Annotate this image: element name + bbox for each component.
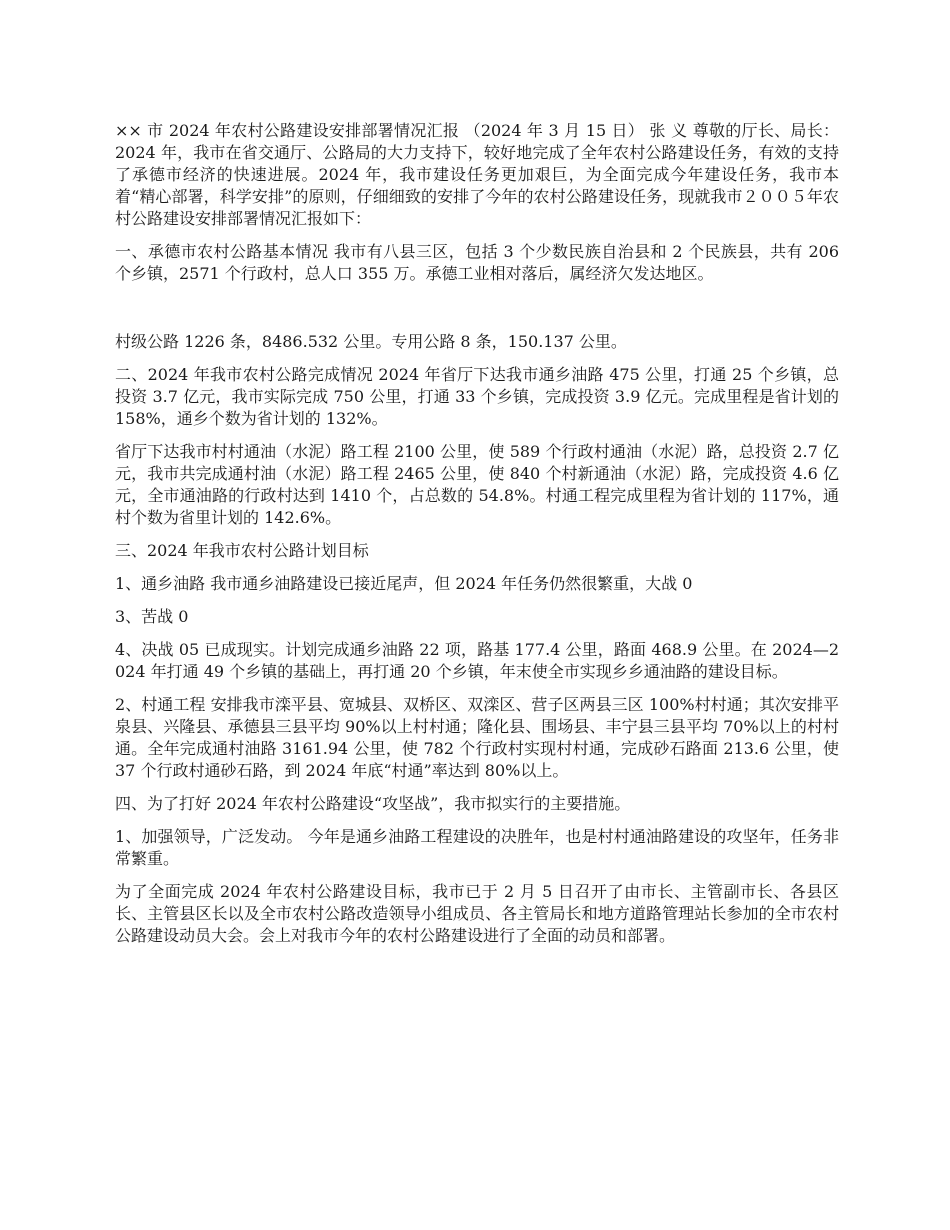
section-3-heading: 三、2024 年我市农村公路计划目标 — [115, 541, 369, 560]
village-roads-completion-paragraph: 省厅下达我市村村通油（水泥）路工程 2100 公里，使 589 个行政村通油（水泥）路，总投资 2.7 亿元，我市共完成通村油（水泥）路工程 2465 公里，使 840 个村新通油（水泥）路，完成投资 4.6 亿元，全市通油路的行政村达到 1410 个，占总数的 54.8%。村通工程完成里程为省计划的 117%，通村个数为省里计划的 142.6%。 — [115, 442, 839, 527]
blank-gap — [115, 296, 839, 331]
section-4-heading: 四、为了打好 2024 年农村公路建设“攻坚战”，我市拟实行的主要措施。 — [115, 794, 631, 813]
village-project-paragraph: 2、村通工程 安排我市滦平县、宽城县、双桥区、双滦区、营子区两县三区 100%村村通；其次安排平泉县、兴隆县、承德县三县平均 90%以上村村通；隆化县、围场县、丰宁县三县平均 70%以上的村村通。全年完成通村油路 3161.94 公里，使 782 个行政村实现村村通，完成砂石路面 213.6 公里，使 37 个行政村通砂石路，到 2024 年底“村通”率达到 80%以上。 — [115, 695, 839, 780]
intro-paragraph: ×× 市 2024 年农村公路建设安排部署情况汇报 （2024 年 3 月 15 日） 张 义 尊敬的厅长、局长： 2024 年，我市在省交通厅、公路局的大力支持下，较好地完成了全年农村公路建设任务，有效的支持了承德市经济的快速进展。2024 年，我市建设任务更加艰巨，为全面完成今年建设任务，我市本着“精心部署，科学安排”的原则，仔细细致的安排了今年的农村公路建设任务，现就我市２００５年农村公路建设安排部署情况汇报如下： — [115, 121, 839, 228]
leadership-paragraph: 1、加强领导，广泛发动。 今年是通乡油路工程建设的决胜年，也是村村通油路建设的攻坚年，任务非常繁重。 — [115, 827, 839, 868]
township-roads-paragraph: 1、通乡油路 我市通乡油路建设已接近尾声，但 2024 年任务仍然很繁重，大战 0 — [115, 574, 693, 593]
section-1-paragraph: 一、承德市农村公路基本情况 我市有八县三区，包括 3 个少数民族自治县和 2 个民族县，共有 206 个乡镇，2571 个行政村，总人口 355 万。承德工业相对落后，属经济欠发达地区。 — [115, 242, 839, 283]
decisive-battle-paragraph: 4、决战 05 已成现实。计划完成通乡油路 22 项，路基 177.4 公里，路面 468.9 公里。在 2024—2024 年打通 49 个乡镇的基础上，再打通 20 个乡镇，年末使全市实现乡乡通油路的建设目标。 — [115, 640, 839, 681]
village-roads-paragraph: 村级公路 1226 条，8486.532 公里。专用公路 8 条，150.137 公里。 — [115, 332, 627, 351]
mobilization-paragraph: 为了全面完成 2024 年农村公路建设目标，我市已于 2 月 5 日召开了由市长、主管副市长、各县区长、主管县区长以及全市农村公路改造领导小组成员、各主管局长和地方道路管理站长参加的全市农村公路建设动员大会。会上对我市今年的农村公路建设进行了全面的动员和部署。 — [115, 882, 839, 945]
section-2-paragraph: 二、2024 年我市农村公路完成情况 2024 年省厅下达我市通乡油路 475 公里，打通 25 个乡镇，总投资 3.7 亿元，我市实际完成 750 公里，打通 33 个乡镇，完成投资 3.9 亿元。完成里程是省计划的 158%，通乡个数为省计划的 132%。 — [115, 365, 839, 428]
hard-battle-paragraph: 3、苦战 0 — [115, 607, 189, 626]
document-body — [115, 120, 839, 958]
